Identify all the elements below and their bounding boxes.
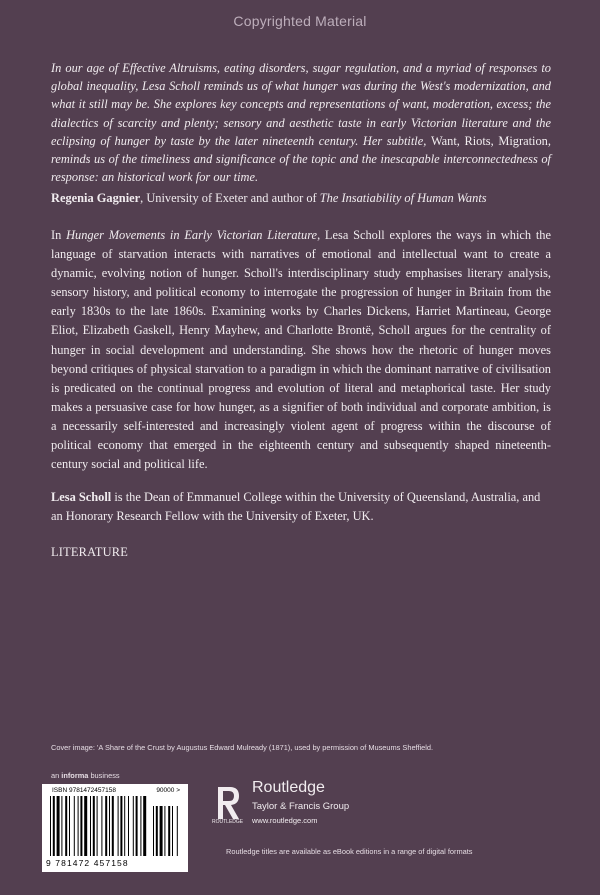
isbn-barcode [42,784,188,872]
barcode-bar [50,796,51,856]
barcode-bar [97,796,98,856]
informa-brand: informa [61,771,89,780]
publisher-group: Taylor & Francis Group [252,801,350,812]
barcode-bar [84,796,87,856]
barcode-bar [74,796,75,856]
barcode-bar [136,796,138,856]
barcode-bar [112,796,114,856]
price-bar [172,806,173,856]
author-bio-text: is the Dean of Emmanuel College within the University of Queensland, Australia, and an Honorary Research Fellow with the University of Exeter, UK. [51,490,541,523]
barcode-bar [128,796,129,856]
price-bar [168,806,170,856]
isbn-digits: 9 781472 457158 [46,858,129,868]
price-bar [156,806,158,856]
quote-subtitle: Want, Riots, Migration, [430,133,551,148]
endorsement-quote [51,59,551,186]
barcode-bar [124,796,125,856]
author-bio [51,488,551,526]
cover-image-credit: Cover image: 'A Share of the Crust by Augustus Edward Mulready (1871), used by permission of Museums Sheffield. [51,743,434,752]
barcode-bar [53,796,55,856]
author-name: Lesa Scholl [51,490,112,504]
routledge-logo-side-text: ROUTLEDGE [212,819,244,825]
barcode-bar [120,796,122,856]
endorser-book-title: The Insatiability of Human Wants [319,191,487,205]
barcode-bar [65,796,67,856]
barcode-bar [105,796,107,856]
barcode-bar [61,796,62,856]
quote-text-1: In our age of Effective Altruisms, eating disorders, sugar regulation, and a myriad of responses to global inequality, Lesa Scholl reminds us of what hunger was during the West's modernization, and what it still may be. She explores key concepts and representations of want, moderation, excess; the dialectics of scarcity and plenty; sensory and aesthetic taste in early Victorian literature and the eclipsing of hunger by taste by the later nineteenth century. Her subtitle, [51,61,551,148]
routledge-logo-icon [208,781,246,825]
publisher-url: www.routledge.com [252,816,318,825]
barcode-bar [140,796,141,856]
barcode-bar [118,796,119,856]
informa-prefix: an [51,771,62,780]
isbn-label: ISBN 9781472457158 [52,787,116,794]
barcode-bar [90,796,91,856]
barcode-bar [93,796,95,856]
barcode-bar [101,796,102,856]
barcode-bar [57,796,60,856]
barcode-bars [50,796,180,858]
publisher-name: Routledge [252,779,325,796]
ebook-availability-note: Routledge titles are available as eBook editions in a range of digital formats [226,847,473,856]
barcode-bar [109,796,110,856]
price-bar [153,806,154,856]
quote-text-2: reminds us of the timeliness and significance of the topic and the inescapable interconnectedness of response: an historical work for our time. [51,152,551,185]
description-lead: In [51,228,67,242]
barcode-bar [133,796,134,856]
endorsement-attribution [51,189,551,207]
price-bar [164,806,165,856]
price-code: 90000 > [156,787,180,794]
barcode-bar [78,796,79,856]
endorser-name: Regenia Gagnier [51,191,141,205]
subject-category: LITERATURE [51,545,129,559]
description-body: , Lesa Scholl explores the ways in which the language of starvation interacts with narratives of emotional and intellectual want to create a dynamic, evolving notion of hunger. Scholl's interdisciplinary study emphasises literary analysis, sensory history, and political economy to interrogate the progression of hunger in Britain from the early 1830s to the late 1860s. Examining works by Charles Dickens, Harriet Martineau, George Eliot, Elizabeth Gaskell, Henry Mayhew, and Charlotte Brontë, Scholl argues for the centrality of hunger in social development and understanding. She shows how the rhetoric of hunger moves beyond critiques of physical starvation to a paradigm in which the dominant narrative of civilisation is predicated on the continual progress and evolution of literal and metaphorical taste. Her study makes a persuasive case for how hunger, as a signifier of both individual and corporate ambition, is a necessarily self-interested and increasingly violent agent of progress within the discourse of political economy that emerged in the eighteenth century and subsequently shaped nineteenth-century social and political life. [51,228,551,472]
informa-suffix: business [88,771,120,780]
barcode-bar [69,796,70,856]
book-description [51,226,551,474]
barcode-bar [143,796,146,856]
book-title: Hunger Movements in Early Victorian Literature [66,228,318,242]
price-bar [177,806,178,856]
price-bar [160,806,163,856]
barcode-bar [80,796,82,856]
copyright-watermark: Copyrighted Material [233,13,367,29]
informa-business-label [51,771,120,780]
endorser-affiliation: , University of Exeter and author of [140,191,320,205]
